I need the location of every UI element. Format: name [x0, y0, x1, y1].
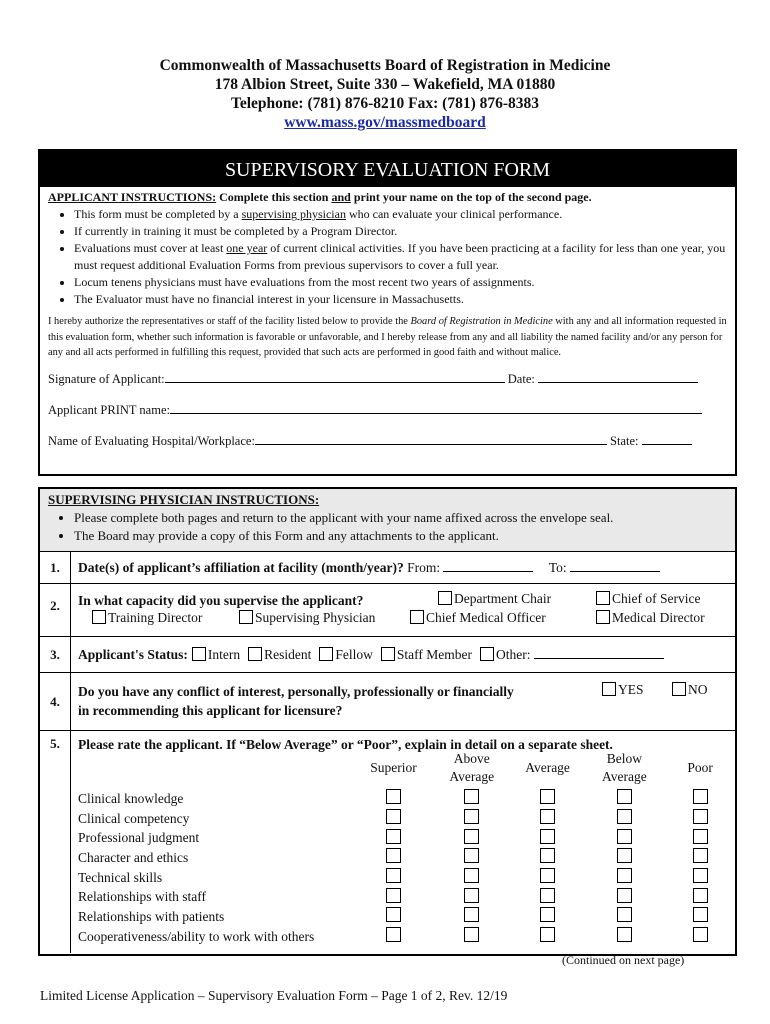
checkbox-resident[interactable] — [248, 647, 262, 661]
checkbox-chief-of-service[interactable] — [596, 591, 610, 605]
signature-label: Signature of Applicant: — [48, 371, 165, 386]
rating-checkbox[interactable] — [540, 907, 555, 922]
rating-checkbox[interactable] — [617, 907, 632, 922]
rating-checkbox[interactable] — [540, 868, 555, 883]
table-row — [78, 809, 735, 829]
print-name-field[interactable] — [170, 402, 702, 414]
print-name-label: Applicant PRINT name: — [48, 402, 170, 417]
checkbox-supervising-physician[interactable] — [239, 610, 253, 624]
rating-checkbox[interactable] — [617, 888, 632, 903]
rating-checkbox[interactable] — [693, 927, 708, 942]
page-footer: Limited License Application – Supervisory Evaluation Form – Page 1 of 2, Rev. 12/19 — [40, 988, 508, 1003]
rating-checkbox[interactable] — [464, 888, 479, 903]
continued-note: (Continued on next page) — [562, 953, 685, 967]
question-number: 5. — [40, 731, 71, 953]
checkbox-yes[interactable] — [602, 682, 616, 696]
supervisor-instructions — [40, 489, 735, 552]
rating-checkbox[interactable] — [693, 829, 708, 844]
date-field[interactable] — [538, 371, 698, 383]
rating-checkbox[interactable] — [386, 848, 401, 863]
rating-checkbox[interactable] — [693, 789, 708, 804]
question-text: In what capacity did you supervise the applicant? — [78, 593, 364, 608]
state-field[interactable] — [642, 433, 692, 445]
table-row — [78, 848, 735, 868]
letterhead — [0, 56, 770, 132]
board-website-link[interactable]: www.mass.gov/massmedboard — [284, 114, 486, 131]
rating-checkbox[interactable] — [540, 848, 555, 863]
rating-checkbox[interactable] — [540, 809, 555, 824]
checkbox-medical-director[interactable] — [596, 610, 610, 624]
col-below-average: Below Average — [602, 751, 647, 784]
rating-checkbox[interactable] — [386, 809, 401, 824]
list-item: • The Evaluator must have no financial interest in your licensure in Massachusetts. — [74, 291, 727, 308]
authorization-text: I hereby authorize the representatives or staff of the facility listed below to provide the Board of Registration in Medicine with any and all information requested in this evaluation form, whether such information is favorable or unfavorable, and I hereby release from any and all liability the named facility and/or any person for any and all acts performed in fulfilling this request, provided that such acts are performed in good faith and without malice. — [48, 316, 727, 358]
rating-checkbox[interactable] — [464, 868, 479, 883]
rating-checkbox[interactable] — [386, 829, 401, 844]
criterion-label: Clinical knowledge — [78, 790, 184, 806]
rating-checkbox[interactable] — [540, 789, 555, 804]
question-number: 3. — [40, 637, 71, 673]
applicant-instructions-heading: APPLICANT INSTRUCTIONS: — [48, 190, 217, 204]
rating-checkbox[interactable] — [464, 927, 479, 942]
to-field[interactable] — [570, 560, 660, 572]
question-1: 1. Date(s) of applicant’s affiliation at facility (month/year)? From: To: — [40, 551, 735, 584]
checkbox-intern[interactable] — [192, 647, 206, 661]
date-label: Date: — [507, 371, 535, 386]
rating-checkbox[interactable] — [693, 848, 708, 863]
list-item: • Locum tenens physicians must have evaluations from the most recent two years of assignments. — [74, 274, 727, 291]
col-superior: Superior — [370, 760, 417, 775]
question-number: 2. — [40, 584, 71, 637]
state-label: State: — [610, 433, 639, 448]
rating-checkbox[interactable] — [540, 829, 555, 844]
table-row — [78, 887, 735, 907]
rating-checkbox[interactable] — [540, 888, 555, 903]
rating-checkbox[interactable] — [386, 868, 401, 883]
board-phone-fax: Telephone: (781) 876-8210 Fax: (781) 876-8383 — [230, 95, 540, 112]
list-item: • This form must be completed by a supervising physician who can evaluate your clinical performance. — [74, 206, 727, 223]
rating-checkbox[interactable] — [693, 907, 708, 922]
board-name: Commonwealth of Massachusetts Board of Registration in Medicine — [159, 57, 611, 74]
rating-checkbox[interactable] — [617, 789, 632, 804]
rating-checkbox[interactable] — [617, 868, 632, 883]
rating-checkbox[interactable] — [540, 927, 555, 942]
checkbox-staff-member[interactable] — [381, 647, 395, 661]
question-4: 4. Do you have any conflict of interest, personally, professionally or financially in recommending this applicant for licensure? YES NO — [40, 672, 735, 731]
table-row — [78, 868, 735, 888]
rating-checkbox[interactable] — [464, 848, 479, 863]
rating-checkbox[interactable] — [464, 809, 479, 824]
table-row — [78, 789, 735, 809]
list-item: • Please complete both pages and return to the applicant with your name affixed across the envelope seal. — [74, 509, 727, 527]
board-address: 178 Albion Street, Suite 330 – Wakefield, MA 01880 — [214, 76, 556, 93]
checkbox-other[interactable] — [480, 647, 494, 661]
supervisor-instructions-heading: SUPERVISING PHYSICIAN INSTRUCTIONS: — [48, 492, 320, 507]
checkbox-chief-medical-officer[interactable] — [410, 610, 424, 624]
list-item: • The Board may provide a copy of this Form and any attachments to the applicant. — [74, 527, 727, 545]
question-5 — [40, 730, 735, 953]
question-text: Do you have any conflict of interest, personally, professionally or financially — [78, 684, 514, 699]
checkbox-department-chair[interactable] — [438, 591, 452, 605]
applicant-section: SUPERVISORY EVALUATION FORM APPLICANT INSTRUCTIONS: Complete this section and print your name on the top of the second page. • This form must be completed by a supervising physician who can evaluate your clinical performance. • If currently in training it must be completed by a Program Director. • Evaluations must cover at least one year of current clinical activities. If you have been practicing at a facility for less than one year, you must request additional Evaluation Forms from previous supervisors to cover a full year. • Locum tenens physicians must have evaluations from the most recent two years of assignments. • The Evaluator must have no financial interest in your licensure in Massachusetts. I hereby authorize the representatives or staff of the facility listed below to provide the Board of Registration in Medicine with any and all information requested in this evaluation form, whether such information is favorable or unfavorable, and I hereby release from any and all liability the named facility and/or any person for any and all acts performed in fulfilling this request, provided that such acts are performed in good faith and without malice. Signature of Applicant: Date: Applicant PRINT name: Name of Evaluating Hospital/Workplace: State: — [38, 149, 737, 476]
question-text: Please rate the applicant. If “Below Average” or “Poor”, explain in detail on a separate sheet. — [78, 737, 613, 752]
col-above-average: Above Average — [449, 751, 495, 784]
criterion-label: Character and ethics — [78, 849, 189, 865]
checkbox-no[interactable] — [672, 682, 686, 696]
criterion-label: Professional judgment — [78, 830, 200, 846]
question-text: Date(s) of applicant’s affiliation at facility (month/year)? — [78, 560, 404, 575]
criterion-label: Relationships with staff — [78, 889, 206, 905]
rating-checkbox[interactable] — [464, 907, 479, 922]
col-average: Average — [525, 760, 570, 775]
supervisor-section — [38, 487, 737, 956]
table-row — [78, 828, 735, 848]
hospital-label: Name of Evaluating Hospital/Workplace: — [48, 433, 255, 448]
rating-checkbox[interactable] — [386, 927, 401, 942]
checkbox-fellow[interactable] — [319, 647, 333, 661]
criterion-label: Clinical competency — [78, 810, 190, 826]
question-number: 4. — [40, 673, 71, 731]
applicant-instruction-list — [48, 206, 727, 308]
question-3: 3. Applicant's Status: Intern Resident Fellow Staff Member Other: — [40, 636, 735, 673]
criterion-label: Cooperativeness/ability to work with others — [78, 928, 315, 944]
from-field[interactable] — [443, 560, 533, 572]
rating-checkbox[interactable] — [386, 907, 401, 922]
rating-checkbox[interactable] — [386, 789, 401, 804]
criterion-label: Relationships with patients — [78, 908, 225, 924]
rating-checkbox[interactable] — [386, 888, 401, 903]
rating-checkbox[interactable] — [693, 809, 708, 824]
rating-checkbox[interactable] — [617, 927, 632, 942]
table-row — [78, 907, 735, 927]
rating-checkbox[interactable] — [617, 829, 632, 844]
table-row — [78, 927, 735, 947]
checkbox-training-director[interactable] — [92, 610, 106, 624]
rating-checkbox[interactable] — [617, 848, 632, 863]
hospital-field[interactable] — [255, 433, 607, 445]
rating-checkbox[interactable] — [464, 789, 479, 804]
question-2: 2. In what capacity did you supervise the applicant? Department Chair Chief of Service Training Director Supervising Physician Chief Medical Officer Medical Director — [40, 583, 735, 637]
question-text: Applicant's Status: — [78, 647, 188, 662]
rating-header-row — [78, 747, 735, 789]
rating-checkbox[interactable] — [693, 888, 708, 903]
form-title: SUPERVISORY EVALUATION FORM — [40, 151, 735, 187]
list-item: • Evaluations must cover at least one year of current clinical activities. If you have been practicing at a facility for less than one year, you must request additional Evaluation Forms from previous supervisors to cover a full year. — [74, 240, 727, 274]
list-item: • If currently in training it must be completed by a Program Director. — [74, 223, 727, 240]
rating-grid — [78, 747, 735, 947]
other-field[interactable] — [534, 647, 664, 659]
col-poor: Poor — [687, 760, 713, 775]
signature-field[interactable] — [165, 371, 505, 383]
rating-checkbox[interactable] — [617, 809, 632, 824]
rating-checkbox[interactable] — [464, 829, 479, 844]
rating-checkbox[interactable] — [693, 868, 708, 883]
criterion-label: Technical skills — [78, 869, 163, 885]
question-number: 1. — [40, 552, 71, 584]
